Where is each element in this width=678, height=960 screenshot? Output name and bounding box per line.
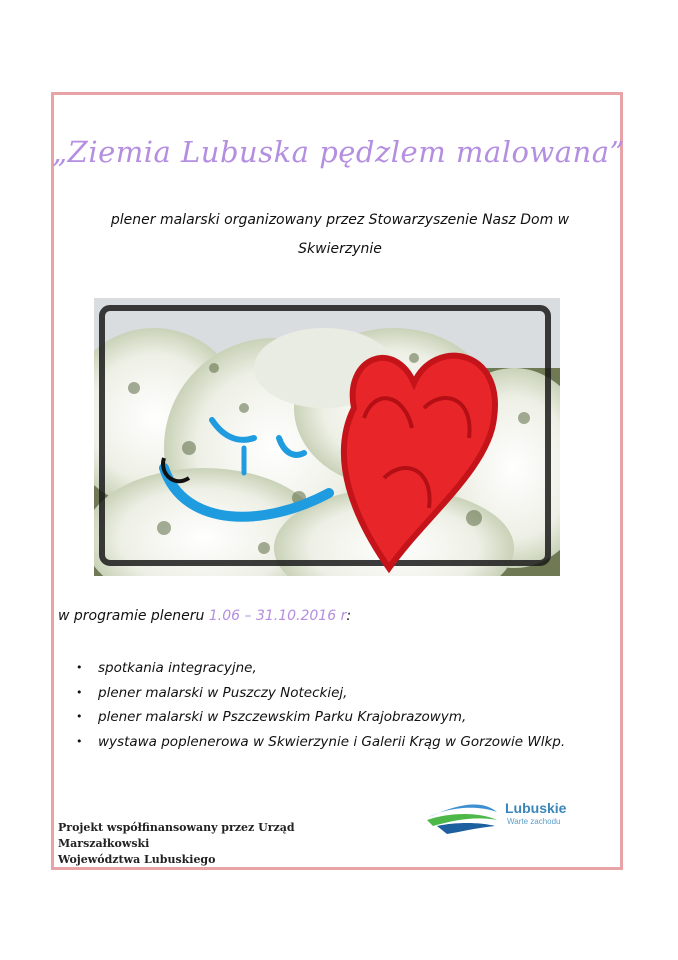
list-item-text: spotkania integracyjne, <box>98 660 257 676</box>
program-dates: 1.06 – 31.10.2016 r <box>208 608 347 624</box>
bullet: • <box>76 661 83 674</box>
list-item <box>72 705 565 730</box>
list-item <box>72 681 565 706</box>
list-item <box>72 730 565 755</box>
list-item-text: plener malarski w Puszczy Noteckiej, <box>98 684 348 701</box>
list-item-text: wystawa poplenerowa w Skwierzynie i Galerii Krąg w Gorzowie Wlkp. <box>98 734 566 751</box>
list-item-text: plener malarski w Pszczewskim Parku Krajobrazowym, <box>98 709 467 726</box>
funding-note <box>58 820 378 868</box>
list-item <box>72 656 565 681</box>
program-line <box>58 608 351 624</box>
bullet: • <box>76 710 83 724</box>
heart-photo <box>94 298 560 576</box>
funding-line-1: Projekt współfinansowany przez Urząd Marszałkowski <box>58 821 295 850</box>
program-suffix: : <box>346 608 352 624</box>
logo-name: Lubuskie <box>505 800 567 816</box>
program-list <box>72 656 565 755</box>
logo-tagline: Warte zachodu <box>507 817 561 826</box>
poster-subtitle: plener malarski organizowany przez Stowarzyszenie Nasz Dom w Skwierzynie <box>110 212 570 257</box>
bullet: • <box>76 685 83 699</box>
funding-line-2: Województwa Lubuskiego <box>58 853 216 866</box>
bullet: • <box>76 735 83 749</box>
program-prefix: w programie pleneru <box>58 608 209 624</box>
poster-title: „Ziemia Lubuska pędzlem malowana” <box>52 135 625 169</box>
